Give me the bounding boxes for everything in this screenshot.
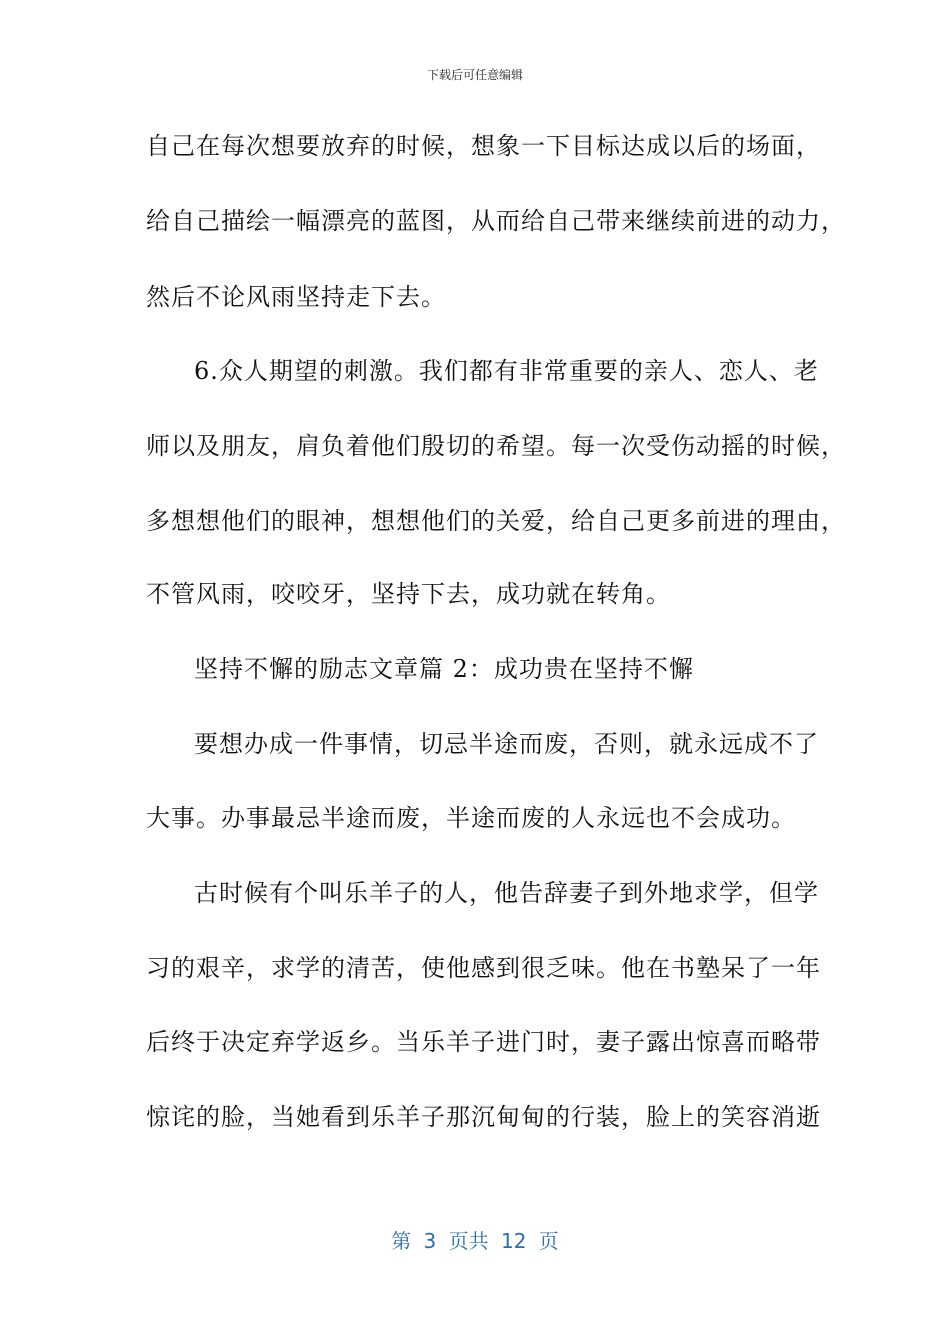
text-line: 师以及朋友，肩负着他们殷切的希望。每一次受伤动摇的时候， [146,432,846,460]
text-line: 然后不论风雨坚持走下去。 [146,283,446,311]
text-line: 多想想他们的眼神，想想他们的关爱，给自己更多前进的理由， [146,507,846,535]
text-line: 不管风雨，咬咬牙，坚持下去，成功就在转角。 [146,580,671,608]
text-line: 给自己描绘一幅漂亮的蓝图，从而给自己带来继续前进的动力， [146,207,846,235]
text-line: 大事。办事最忌半途而废，半途而废的人永远也不会成功。 [146,804,796,832]
page-header: 下载后可任意编辑 [426,68,523,82]
text-line: 习的艰辛，求学的清苦，使他感到很乏味。他在书塾呆了一年 [146,954,821,982]
text-line: 自己在每次想要放弃的时候，想象一下目标达成以后的场面， [146,132,821,160]
text-line: 古时候有个叫乐羊子的人，他告辞妻子到外地求学，但学 [194,879,819,907]
text-line: 惊诧的脸，当她看到乐羊子那沉甸甸的行装，脸上的笑容消逝 [146,1103,821,1131]
text-line: 要想办成一件事情，切忌半途而废，否则，就永远成不了 [194,730,819,758]
text-line: 后终于决定弃学返乡。当乐羊子进门时，妻子露出惊喜而略带 [146,1028,821,1056]
page-footer: 第 3 页共 12 页 [391,1229,559,1253]
text-line: 6.众人期望的刺激。我们都有非常重要的亲人、恋人、老 [194,357,819,385]
section-heading: 坚持不懈的励志文章篇 2：成功贵在坚持不懈 [194,655,694,683]
